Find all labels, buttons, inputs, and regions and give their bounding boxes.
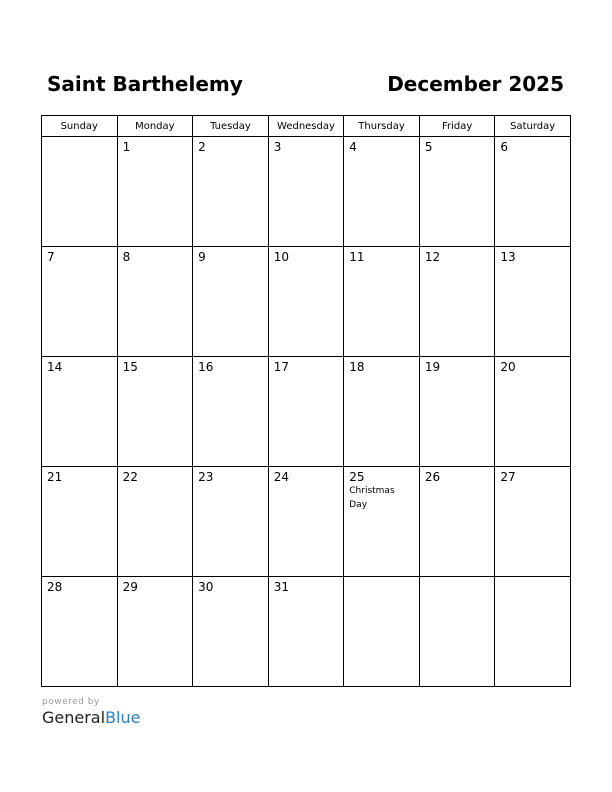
day-cell bbox=[344, 137, 420, 247]
footer-branding bbox=[42, 696, 140, 728]
day-cell bbox=[495, 577, 571, 687]
day-number: 4 bbox=[349, 140, 357, 154]
day-cell bbox=[268, 577, 344, 687]
weekday-friday: Friday bbox=[419, 116, 495, 137]
weekday-header-row bbox=[42, 116, 571, 137]
day-cell bbox=[268, 137, 344, 247]
day-number: 13 bbox=[500, 250, 516, 264]
day-cell bbox=[42, 247, 118, 357]
brand-name-general: General bbox=[42, 708, 106, 727]
day-cell bbox=[117, 577, 193, 687]
day-cell bbox=[193, 247, 269, 357]
day-cell bbox=[344, 467, 420, 577]
brand-name-blue: Blue bbox=[105, 708, 141, 727]
brand-logo bbox=[42, 708, 140, 728]
day-cell bbox=[193, 577, 269, 687]
day-number: 18 bbox=[349, 360, 365, 374]
day-number: 6 bbox=[500, 140, 509, 154]
day-cell bbox=[193, 137, 269, 247]
week-row bbox=[42, 357, 571, 467]
day-number: 22 bbox=[122, 470, 138, 484]
day-number: 14 bbox=[47, 360, 63, 374]
day-cell bbox=[268, 467, 344, 577]
day-number: 21 bbox=[47, 470, 63, 484]
day-cell bbox=[193, 357, 269, 467]
week-row bbox=[42, 247, 571, 357]
week-row bbox=[42, 577, 571, 687]
day-cell bbox=[268, 357, 344, 467]
day-number: 7 bbox=[47, 250, 55, 264]
day-cell bbox=[419, 467, 495, 577]
day-cell bbox=[268, 247, 344, 357]
day-number: 10 bbox=[273, 250, 289, 264]
week-row bbox=[42, 467, 571, 577]
weekday-saturday: Saturday bbox=[495, 116, 571, 137]
calendar-grid bbox=[41, 115, 571, 687]
day-cell bbox=[42, 137, 118, 247]
day-cell bbox=[117, 467, 193, 577]
day-number: 17 bbox=[273, 360, 289, 374]
day-number: 16 bbox=[198, 360, 214, 374]
day-number: 30 bbox=[198, 580, 214, 594]
day-number: 9 bbox=[198, 250, 206, 264]
day-number: 27 bbox=[500, 470, 516, 484]
day-cell bbox=[42, 577, 118, 687]
weekday-wednesday: Wednesday bbox=[268, 116, 344, 137]
country-title: Saint Barthelemy bbox=[47, 72, 243, 96]
day-number: 2 bbox=[198, 140, 206, 154]
day-number: 15 bbox=[122, 360, 138, 374]
month-title: December 2025 bbox=[387, 72, 564, 96]
weekday-thursday: Thursday bbox=[344, 116, 420, 137]
weekday-sunday: Sunday bbox=[42, 116, 118, 137]
day-number: 3 bbox=[273, 140, 282, 154]
day-cell bbox=[495, 357, 571, 467]
day-number: 26 bbox=[424, 470, 441, 484]
day-cell bbox=[117, 357, 193, 467]
day-number: 5 bbox=[424, 140, 433, 154]
day-number: 11 bbox=[349, 250, 365, 264]
day-cell bbox=[117, 247, 193, 357]
weekday-monday: Monday bbox=[117, 116, 193, 137]
day-cell bbox=[419, 247, 495, 357]
weekday-tuesday: Tuesday bbox=[193, 116, 269, 137]
day-number: 12 bbox=[424, 250, 441, 264]
day-cell bbox=[419, 357, 495, 467]
day-cell bbox=[344, 247, 420, 357]
day-cell bbox=[42, 467, 118, 577]
day-number: 19 bbox=[424, 360, 441, 374]
day-cell bbox=[495, 247, 571, 357]
day-cell bbox=[419, 577, 495, 687]
day-cell bbox=[193, 467, 269, 577]
day-number: 20 bbox=[500, 360, 516, 374]
day-number: 28 bbox=[47, 580, 63, 594]
day-number: 31 bbox=[273, 580, 289, 594]
day-cell bbox=[495, 137, 571, 247]
day-cell bbox=[42, 357, 118, 467]
day-cell bbox=[419, 137, 495, 247]
day-number: 8 bbox=[122, 250, 131, 264]
day-cell bbox=[495, 467, 571, 577]
day-number: 1 bbox=[122, 140, 131, 154]
day-cell bbox=[117, 137, 193, 247]
holiday-event: Christmas Day bbox=[349, 486, 395, 510]
day-cell bbox=[344, 357, 420, 467]
day-number: 24 bbox=[273, 470, 289, 484]
day-number: 23 bbox=[198, 470, 214, 484]
day-cell bbox=[344, 577, 420, 687]
day-number: 25 bbox=[349, 470, 365, 484]
week-row bbox=[42, 137, 571, 247]
powered-by-text: powered by bbox=[42, 697, 100, 707]
day-number: 29 bbox=[122, 580, 138, 594]
